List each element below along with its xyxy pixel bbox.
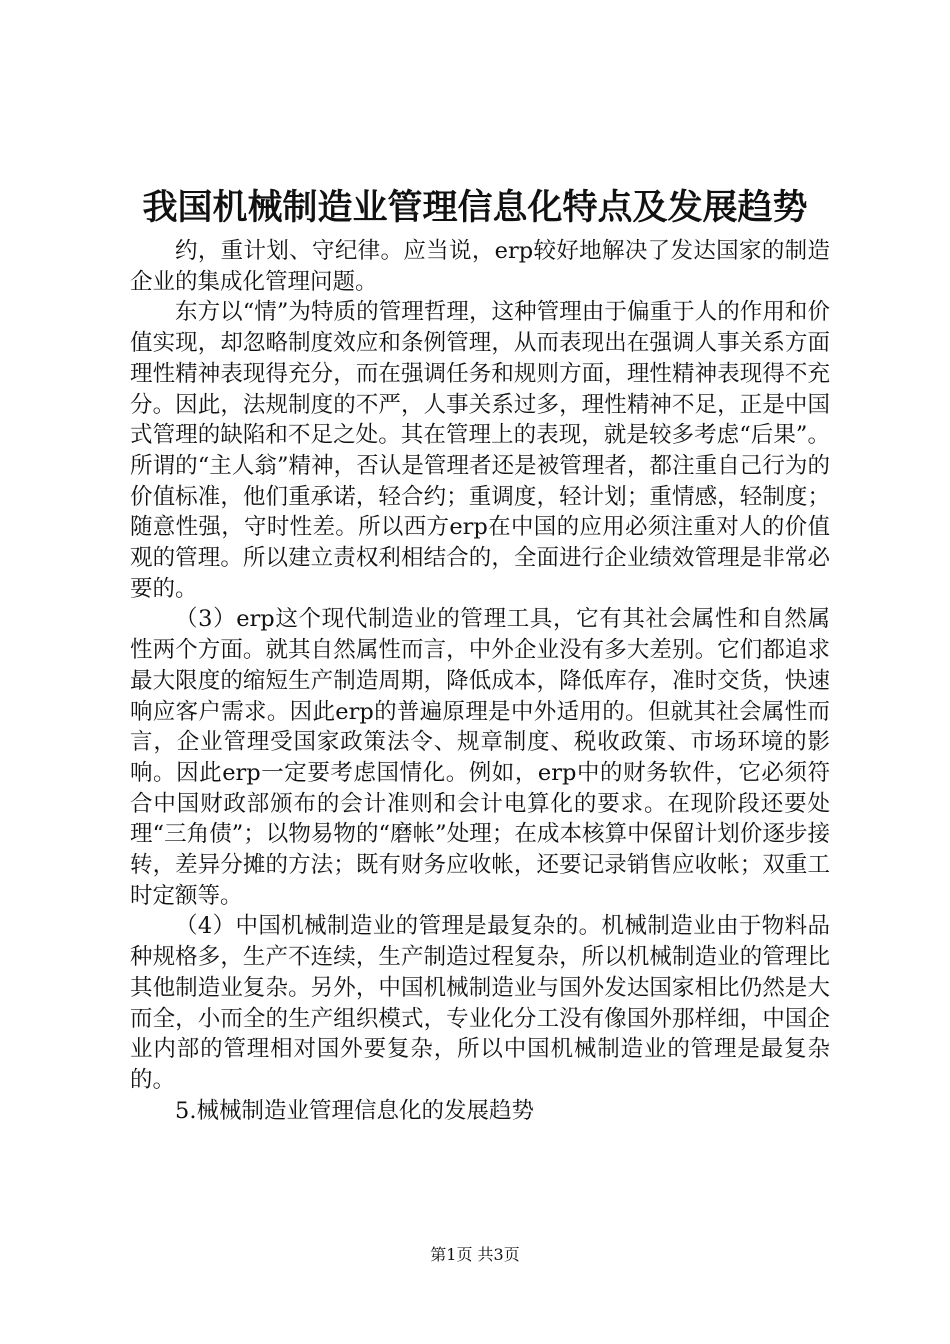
paragraph: （4）中国机械制造业的管理是最复杂的。机械制造业由于物料品种规格多，生产不连续，生产制造过程复杂，所以机械制造业的管理比其他制造业复杂。另外，中国机械制造业与国外发达国家相比仍然是大而全，小而全的生产组织模式，专业化分工没有像国外那样细，中国企业内部的管理相对国外要复杂，所以中国机械制造业的管理是最复杂的。 [130,913,830,1093]
document-title: 我国机械制造业管理信息化特点及发展趋势 [142,187,808,228]
paragraph: （3）erp这个现代制造业的管理工具，它有其社会属性和自然属性两个方面。就其自然属性而言，中外企业没有多大差别。它们都追求最大限度的缩短生产制造周期，降低成本，降低库存，准时交货，快速响应客户需求。因此erp的普遍原理是中外适用的。但就其社会属性而言，企业管理受国家政策法令、规章制度、税收政策、市场环境的影响。因此erp一定要考虑国情化。例如，erp中的财务软件，它必须符合中国财政部颁布的会计准则和会计电算化的要求。在现阶段还要处理“三角债”；以物易物的“磨帐”处理；在成本核算中保留计划价逐步接转，差异分摊的方法；既有财务应收帐，还要记录销售应收帐；双重工时定额等。 [130,606,830,909]
document-body [130,236,830,1126]
page-number-footer: 第1页 共3页 [430,1245,520,1264]
paragraph: 约，重计划、守纪律。应当说，erp较好地解决了发达国家的制造企业的集成化管理问题。 [130,238,830,295]
section-heading: 5.械械制造业管理信息化的发展趋势 [175,1097,534,1124]
paragraph: 东方以“情”为特质的管理哲理，这种管理由于偏重于人的作用和价值实现，却忽略制度效应和条例管理，从而表现出在强调人事关系方面理性精神表现得充分，而在强调任务和规则方面，理性精神表现得不充分。因此，法规制度的不严，人事关系过多，理性精神不足，正是中国式管理的缺陷和不足之处。其在管理上的表现，就是较多考虑“后果”。所谓的“主人翁”精神，否认是管理者还是被管理者，都注重自己行为的价值标准，他们重承诺，轻合约；重调度，轻计划；重情感，轻制度；随意性强，守时性差。所以西方erp在中国的应用必须注重对人的价值观的管理。所以建立责权利相结合的，全面进行企业绩效管理是非常必要的。 [130,299,830,602]
